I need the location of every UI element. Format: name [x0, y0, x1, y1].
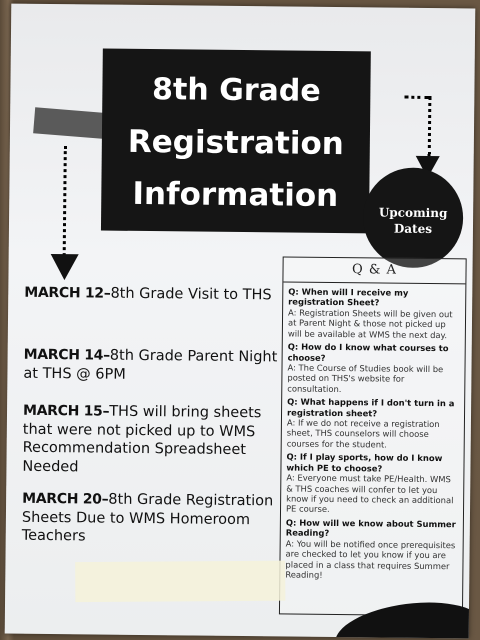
tape-strip	[33, 107, 109, 139]
qa-item	[288, 287, 461, 341]
qa-item	[287, 397, 460, 451]
event-date: MARCH 12–	[24, 284, 111, 302]
event-text: 8th Grade Registration Sheets Due to WMS Homeroom Teachers	[21, 491, 274, 545]
dotted-line-left	[63, 146, 67, 256]
flyer	[5, 4, 476, 639]
event-text: 8th Grade Visit to THS	[110, 285, 272, 304]
qa-item	[285, 517, 458, 581]
qa-item	[287, 342, 460, 396]
upcoming-label-2: Dates	[393, 221, 433, 237]
title-line-1: 8th Grade	[151, 72, 321, 109]
title-line-3: Information	[132, 175, 339, 215]
dotted-line-right-horizontal	[404, 96, 428, 99]
qa-question: Q: How do I know what courses to choose?	[287, 341, 449, 363]
event-item	[22, 490, 279, 549]
event-date: MARCH 20–	[22, 490, 109, 508]
qa-question: Q: When will I receive my registration Sheet?	[288, 286, 409, 308]
event-date: MARCH 14–	[23, 346, 110, 364]
upcoming-dates-badge	[363, 167, 464, 268]
qa-question: Q: What happens if I don't turn in a registration sheet?	[286, 396, 455, 419]
qa-item	[286, 452, 459, 516]
upcoming-label-1: Upcoming	[378, 205, 448, 221]
event-text: 8th Grade Parent Night at THS @ 6PM	[23, 347, 278, 383]
title-banner	[101, 49, 371, 234]
event-text: THS will bring sheets that were not picked up to WMS Recommendation Spreadsheet Needed	[22, 403, 262, 476]
qa-answer: A: The Course of Studies book will be posted on THS's website for consultation.	[287, 362, 444, 394]
event-item	[24, 284, 280, 306]
event-item	[22, 402, 279, 479]
arrow-down-icon	[50, 254, 78, 280]
qa-heading: Q & A	[283, 257, 465, 284]
qa-answer: A: You will be notified once prerequisites are checked to let you know if you are placed in a class that requires Summer Reading!	[285, 538, 456, 580]
event-list	[21, 284, 280, 545]
qa-answer: A: Everyone must take PE/Health. WMS & THS coaches will confer to let you know if you need to check an additional PE course.	[285, 472, 454, 515]
event-date: MARCH 15–	[22, 402, 110, 420]
qa-box	[279, 256, 467, 616]
qa-question: Q: If I play sports, how do I know which PE to choose?	[286, 451, 443, 474]
dotted-line-right-vertical	[428, 96, 432, 156]
qa-answer: A: If we do not receive a registration sheet, THS counselors will choose courses for the student.	[286, 417, 440, 450]
event-item	[23, 346, 279, 386]
qa-list	[280, 282, 465, 581]
qa-question: Q: How will we know about Summer Reading?	[285, 517, 456, 539]
qa-answer: A: Registration Sheets will be given out at Parent Night & those not picked up will be available at WMS the next day.	[287, 307, 453, 340]
title-line-2: Registration	[127, 123, 345, 163]
tape-strip	[75, 561, 285, 602]
